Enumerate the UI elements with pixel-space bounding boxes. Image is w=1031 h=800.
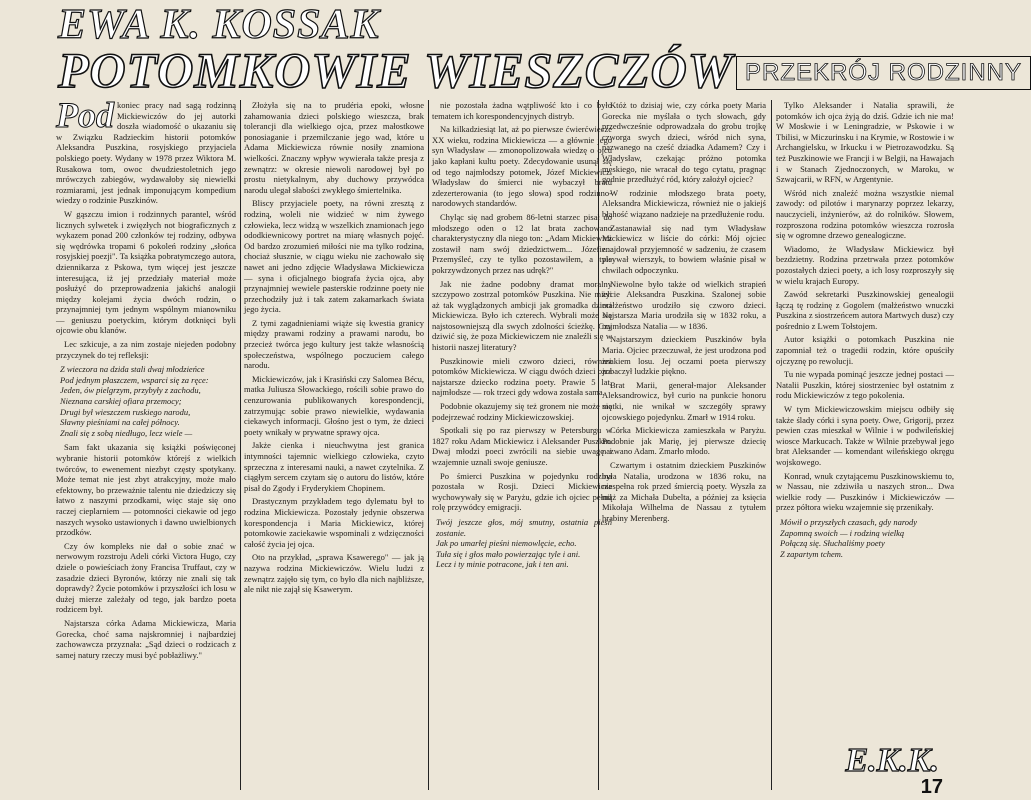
text-column-2 [244, 100, 424, 790]
poem-quote [780, 517, 954, 559]
poem-line: Jeden, ów pielgrzym, przybyły z zachodu, [60, 385, 201, 396]
paragraph: Któż to dzisiaj wie, czy córka poety Maria Gorecka nie myślała o tych słowach, gdy przedwcześnie odprowadzała do grobu trojkę czworga swych dzieci, wśród nich syna, nazwanego na cześć dziadka Adamem? Czy i Władysław, czekając próżno potomka męskiego, nie wracał do tego cytatu, pragnąc godnie przedłużyć ród, który założył ojciec? [602, 100, 766, 185]
poem-line: Z zapartym tchem. [780, 548, 844, 559]
poem-line: Drugi był wieszczem ruskiego narodu, [60, 406, 191, 417]
paragraph: W tym Mickiewiczowskim miejscu odbiły się także ślady córki i syna poety. Owe, Grigorij, przez pewien czas mieszkał w Wilnie i w podwileńskiej wiosce Markucach. Także w Wilnie przebywał jego brat Aleksander — komendant wileńskiego okręgu wojskowego. [776, 404, 954, 467]
poem-line: Pod jednym płaszczem, wsparci się za ręce: [60, 374, 209, 385]
poem-line: Nieznana carskiej ofiara przemocy; [60, 396, 182, 407]
paragraph: Mickiewiczów, jak i Krasiński czy Salomea Bécu, matka Juliusza Słowackiego, rościli sobie prawo do cenzurowania publikowanych korespondencji, zatrzymując sobie prawo niewielkie, wydawania ciekawych informacji. Głośno jest o tym, że dzieci poety wnikały w prywatne sprawy ojca. [244, 373, 424, 437]
poem-line: Zapomną swoich — i rodziną wielką [780, 527, 905, 538]
paragraph: Chyląc się nad grobem 86-letni starzec pisał do młodszego oden o 12 lat brata zachowano charakterystyczny dla niego ton: „Adam Mickiewicz zostawił nam swój dziedzictwem... Józefie... Przemyśleć, czy te tylko pozostawiłem, a tyle pokrzywdzonych przez nas udręk?" [432, 211, 612, 275]
paragraph: Najstarsza córka Adama Mickiewicza, Maria Gorecka, choć sama najskromniej i najbardziej zachowawcza przyznała: „Sąd dzieci o rodzicach z samej natury rzeczy musi być pobłażliwy." [56, 617, 236, 660]
paragraph: Zastanawiał się nad tym Władysław Mickiewicz w liście do córki: Mój ojciec znajdował przyjemność w sadzeniu, że czasem pisywał wierszyk, to bowiem właśnie pisał w chwilach odpoczynku. [602, 222, 766, 275]
paragraph: Czwartym i ostatnim dzieckiem Puszkinów była Natalia, urodzona w 1836 roku, na niespełna rok przed śmiercią poety. Wyszła za mąż za Michała Dubelta, a później za księcia Mikołaja Wilhelma de Nassau z tytułem hrabiny Merenberg. [602, 460, 766, 523]
column-divider [240, 100, 241, 790]
article-subtitle: PRZEKRÓJ RODZINNY [736, 56, 1031, 90]
poem-line: Jak po umarłej pieśni niemowlęcie, echo. [436, 538, 577, 549]
paragraph: Czy ów kompleks nie dał o sobie znać w nerwowym rozstroju Adeli córki Victora Hugo, czy dziele o powieściach żony Francisa Truffaut, czy w zasadzie dzieci Byronów, którzy nie znali się tak doprawdy? Życie potomków i przyszłości ich losu w dużej mierze zależały od tego, jak bardzo poeta rodzicem był. [56, 540, 236, 615]
paragraph: Puszkinowie mieli czworo dzieci, również potomków Mickiewicza. W ciągu dwóch dzieci ojca najstarsze dziecko rodzina poety. Prawie 5 lat, najmłodsze — rok trzeci gdy wdowa została sama. [432, 355, 612, 398]
paragraph: Spotkali się po raz pierwszy w Petersburgu w 1827 roku Adam Mickiewicz i Aleksander Puszkin. Dwaj młodzi poeci zwrócili na siebie uwagę i wzajemnie uznali swoje geniusze. [432, 425, 612, 467]
paragraph: Złożyła się na to prudéria epoki, włosne zahamowania dzieci polskiego wieszcza, brak tolerancji dla wielkiego ojca, przez małostkowe ponosiaganie i przemilczanie jego wad, które u Adama Mickiewicza równie nosiły znamiona wielkości. Znaczny wpływ wywierała także presja z zewnątrz: w okresie niewoli narodowej był po prostu nietykalnym, aby duchowy przywódca narodu ulegał słabości zwykłego śmiertelnika. [244, 100, 424, 195]
paragraph: Wiadomo, że Władysław Mickiewicz był bezdzietny. Rodzina przetrwała przez potomków pozostałych dzieci poety, a ich losy rozproszyły się w wielu krajach Europy. [776, 243, 954, 286]
poem-quote [436, 517, 612, 570]
page-number: 17 [920, 776, 943, 798]
poem-line: Sławny pieśniami na całej północy. [60, 417, 180, 428]
text-column-3 [432, 100, 612, 790]
poem-line: Znali się z sobą niedługo, lecz wiele — [60, 427, 193, 438]
paragraph: Zawód sekretarki Puszkinowskiej genealogii łączą tę rodzinę z Gogolem (małżeństwo wnuczki Puszkina z siostrzeńcem autora Martwych dusz) czy pośrednio z Lwem Tołstojem. [776, 289, 954, 331]
author-name: EWA K. KOSSAK [58, 2, 380, 48]
paragraph: Tylko Aleksander i Natalia sprawili, że potomków ich ojca żyją do dziś. Gdzie ich nie ma! W Moskwie i w Leningradzie, w Pskowie i w Tbilisi, w Miczurinsku i na Krymie, w Rostowie i w Archangielsku, w Irkucku i w Pietrozawodzku. Są też Puszkinowie we Francji i w Belgii, na Hawajach i w Stanach Zjednoczonych, w Maroku, w Szwajcarii, w RFN, w Argentynie. [776, 100, 954, 185]
paragraph: Drastycznym przykładem tego dylematu był to rodzina Mickiewicza. Pozostały jedynie obszerwa korespondencja i Maria Mickiewicz, której potomkowie zaciekawie wspominali z wdzięczności całość życia jej ojca. [244, 496, 424, 549]
paragraph: W gąszczu imion i rodzinnych parantel, wśród licznych sylwetek i zwięzłych not biograficznych z wykazem ponad 200 członków tej rodziny, odbywa się wędrówka tropami 6 pokoleń rodziny „słońca rosyjskiej poezji". Ta książka pobratymczego autora, dziennikarza z Pskowa, tym więcej jest jeszcze interesująca, iż jej przedziały materiał może posłużyć do przeprowadzenia jakichś analogii między kolejami życia dwóch rodzin, o przynajmniej tym jednym wspólnym mianowniku — geniuszu poetyckim, którym dotknięci byli ojcowie obu klanów. [56, 208, 236, 336]
paragraph: Konrad, wnuk czytającemu Puszkinowskiemu to, w Nassau, nie zdziwiła u naszych stron... Dwa wielkie rody — Puszkinów i Mickiewiczów — przez półtora wieku wzajemnie się przenikały. [776, 470, 954, 513]
poem-quote [60, 364, 236, 438]
paragraph: Oto na przykład, „sprawa Ksawerego" — jak ją nazywa rodzina Mickiewiczów. Wielu ludzi z zewnątrz zajęło się tym, co było dla nich najbliższe, ale nikt nie zajął się Ksawerym. [244, 552, 424, 595]
paragraph: Sam fakt ukazania się książki poświęconej wybranie historii potomków którejś z wielkich twórców, to ewenement niezbyt częsty spotykany. Może temat nie jest zbyt atrakcyjny, może mało efektowny, bo przeważnie talentu nie dziedziczy się łatwo z naszymi przodkami, więc staje się ono raczej cieplarniem — potomności ciekawie od jego naszych wysoko ustawionych i dawno uwielbionych przodków. [56, 442, 236, 538]
article-title: POTOMKOWIE WIESZCZÓW [58, 42, 734, 98]
poem-line: Lecz i ty minie potracone, jak i ten ani. [436, 559, 569, 570]
column-divider [771, 100, 772, 790]
text-column-1 [56, 95, 236, 790]
text-column-4 [602, 100, 766, 790]
paragraph: Autor książki o potomkach Puszkina nie zapomniał też o tragedii rodzin, które opuściły ojczyznę po rewolucji. [776, 334, 954, 366]
paragraph: Jakże cienka i nieuchwytna jest granica intymności tajemnic wielkiego człowieka, czyto sprzeczna z interesami nauki, a nawet czytelnika. Z ciągłym sercem czytam się o autoru do listów, które pisał do Zgody i Fryderykiem Chopinem. [244, 440, 424, 493]
paragraph: Z tymi zagadnieniami wiąże się kwestia granicy między prawami rodziny a prawami narodu, bo przecież twórca jego kultury jest także własnością społeczeństwa, wspólnego poczuciem całego narodu. [244, 317, 424, 371]
paragraph: Na kilkadziesiąt lat, aż po pierwsze ćwierćwiecze XX wieku, rodzina Mickiewicza — a głównie jego syn Władysław — zmonopolizowała wiedzę o ojcu jako kapłani kultu poety. Zdecydowanie usunął się od tego najmłodszy potomek, Józef Mickiewicz. Władysław do śmierci nie wybaczył bratu zdezerterowania (to jego słowa) spod rodzinno-narodowych standardów. [432, 124, 612, 209]
poem-line: Połączą się. Słuchaliśmy poety [780, 538, 885, 549]
paragraph: Brat Marii, generał-major Aleksander Aleksandrowicz, był curio na punkcie honoru matki, nie wnikał w szczegóły sprawy ojcowskiego pojedynku. Zmarł w 1914 roku. [602, 379, 766, 422]
paragraph: W rodzinie młodszego brata poety, Aleksandra Mickiewicza, również nie o jakiejś błahość wiązano nadzieje na przedłużenie rodu. [602, 187, 766, 219]
paragraph: nie pozostała żadna wątpliwość kto i co było tematem ich korespondencyjnych distryb. [432, 100, 612, 121]
paragraph: Córka Mickiewicza zamieszkała w Paryżu. Podobnie jak Marię, jej pierwsze dziecię nazwano Adam. Zmarło młodo. [602, 425, 766, 457]
paragraph: Tu nie wypada pominąć jeszcze jednej postaci — Natalii Puszkin, której siostrzeniec był ostatnim z rodu Mickiewiczów z tego pokolenia. [776, 369, 954, 401]
paragraph: Lec szkicuje, a za nim zostaje niejeden podobny przyczynek do tej refleksji: [56, 339, 236, 360]
paragraph: Podobnie okazujemy się też gronem nie może się podejrzewać rodziny Mickiewiczowskiej. [432, 401, 612, 422]
poem-line: Z wieczora na dzida stali dwaj młodzieńce [60, 364, 205, 375]
text-column-5 [776, 100, 954, 740]
paragraph: Bliscy przyjaciele poety, na równi zresztą z rodziną, woleli nie widzieć w nim żywego człowieka, lecz widzą w wszelkich znamionach jego ododkiewnicowy portret na miarę własnych pojęć. Od bardzo zrozumień miłości nie ma tylko rodzina, chociaż słusznie, w ciągu wieku nie zachowało się nawet ani jedno zdjęcie Władysława Mickiewicza — syna i oficjalnego biografa życia ojca, aby przynajmniej wewiele pasterskie rodzinne poety nie przechodziły już i tak zatem zakamarkach świata jego życia. [244, 198, 424, 315]
paragraph: koniec pracy nad sagą rodzinną Mickiewiczów do jej autorki doszła wiadomość o ukazaniu się w Związku Radzieckim historii potomków Aleksandra Puszkina, rosyjskiego przyjaciela polskiego poety. Wydany w 1978 przez Wiktora M. Rusakowa tom, owoc dwudziestoletnich jego mrówczych zabiegów, wydawałoby się niewielki rozmiarami, jest jednak imponującym kompedium wiedzy o rodzinie Puszkinów. [56, 100, 236, 206]
drop-cap: Pod [56, 95, 114, 135]
author-signature: E.K.K. [845, 742, 939, 779]
paragraph: Niewolne było także od wielkich strapień życie Aleksandra Puszkina. Szalonej sobie małżeństwo urodziło się czworo dzieci. Najstarsza Maria urodziła się w 1832 roku, a najmłodsza Natalia — w 1836. [602, 278, 766, 331]
column-divider [428, 100, 429, 790]
paragraph: Po śmierci Puszkina w pojedynku rodzina pozostała w Rosji. Dzieci Mickiewicza wychowywały się w Paryżu, gdzie ich ojciec pełnił rolę przywódcy emigracji. [432, 470, 612, 513]
poem-line: Mówił o przyszłych czasach, gdy narody [780, 516, 918, 527]
poem-line: Tuła się i głos mało powierzając tyle i ani. [436, 548, 581, 559]
paragraph: Najstarszym dzieckiem Puszkinów była Maria. Ojciec przeczuwał, że jest urodzona pod znakiem losu. Jej oczami poeta pierwszy zobaczył ludzkie piękno. [602, 334, 766, 377]
poem-line: Twój jeszcze głos, mój smutny, ostatnia pieśń zostanie. [436, 516, 612, 538]
paragraph: Jak nie żadne podobny dramat moralny szczypowo zostrzal potomków Puszkina. Nie mieli aż tak wyglądzonych ambicji jak gromadka dzieci Mickiewicza. Było ich czterech. Wybrali może się najstosowniejszą dla swych zdolności ścieżkę. Czy dziwić się, że poza Mickiewiczem nie znaleźli się w historii naszej literatury? [432, 278, 612, 353]
paragraph: Wśród nich znaleźć można wszystkie niemal zawody: od pilotów i marynarzy poprzez lekarzy, nauczycieli, inżynierów, aż do rolników. Słowem, rozproszona rodzina potomków wieszcza rozrosła się w ogromne drzewo genealogiczne. [776, 187, 954, 241]
